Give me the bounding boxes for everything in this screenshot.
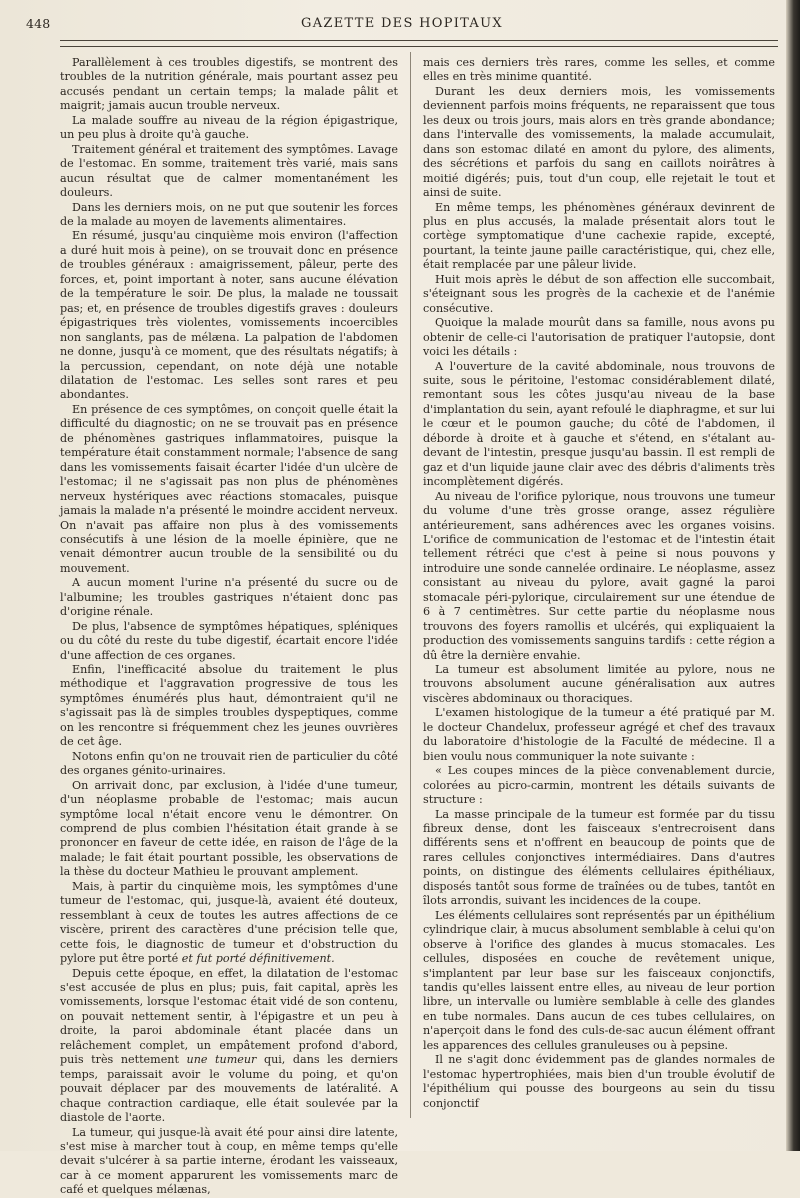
paragraph: Huit mois après le début de son affection elle succombait, s'éteignant sous les progrès de la cachexie et de l'anémie consécutive. (423, 272, 775, 315)
paragraph (60, 880, 398, 967)
paragraph: En même temps, les phénomènes généraux devinrent de plus en plus accusés, la malade présentait alors tout le cortège symptomatique d'une cachexie rapide, excepté, pourtant, la teinte jaune paille caractéristique, qui, chez elle, était remplacée par une pâleur livide. (423, 200, 775, 272)
paragraph: On arrivait donc, par exclusion, à l'idée d'une tumeur, d'un néoplasme probable de l'estomac; mais aucun symptôme local n'était encore venu le démontrer. On comprend de plus combien l'hésitation était grande à se prononcer en faveur de cette idée, en raison de l'âge de la malade; le fait était pourtant possible, les observations de la thèse du docteur Mathieu le prouvant amplement. (60, 778, 398, 879)
paragraph (60, 967, 398, 1126)
left-column (60, 56, 398, 1198)
paragraph: Dans les derniers mois, on ne put que soutenir les forces de la malade au moyen de lavements alimentaires. (60, 200, 398, 228)
paragraph: L'examen histologique de la tumeur a été pratiqué par M. le docteur Chandelux, professeur agrégé et chef des travaux du laboratoire d'histologie de la Faculté de médecine. Il a bien voulu nous communiquer la note suivante : (423, 706, 775, 763)
paragraph: En présence de ces symptômes, on conçoit quelle était la difficulté du diagnostic; on ne se trouvait pas en présence de phénomènes gastriques inflammatoires, puisque la température était constamment normale; l'absence de sang dans les vomissements faisait écarter l'idée d'un ulcère de l'estomac; il ne s'agissait pas non plus de phénomènes nerveux hystériques avec réactions stomacales, puisque jamais la malade n'a présenté le moindre accident nerveux. On n'avait pas affaire non plus à des vomissements consécutifs à une lésion de la moelle épinière, que ne venait démontrer aucun trouble de la sensibilité ou du mouvement. (60, 402, 398, 575)
right-column (423, 56, 775, 1111)
page-header (22, 14, 782, 38)
paragraph-text: Mais, à partir du cinquième mois, les symptômes d'une tumeur de l'estomac, qui, jusque-là, avaient été douteux, ressemblant à ceux de toutes les autres affections de ce viscère, prirent des caractères d'une précision telle que, cette fois, le diagnostic de tumeur et d'obstruction du pylore put être porté (60, 879, 398, 966)
emphasis-text: une tumeur (186, 1053, 257, 1067)
paragraph: mais ces derniers très rares, comme les selles, et comme elles en très minime quantité. (423, 56, 775, 84)
paragraph: Enfin, l'inefficacité absolue du traitement le plus méthodique et l'aggravation progressive de tous les symptômes énumérés plus haut, démontraient qu'il ne s'agissait pas là de simples troubles dyspeptiques, comme on les rencontre si fréquemment chez les jeunes ouvrières de cet âge. (60, 663, 398, 749)
page-number: 448 (26, 16, 51, 31)
header-rule (60, 40, 778, 47)
paragraph: Il ne s'agit donc évidemment pas de glandes normales de l'estomac hypertrophiées, mais bien d'un trouble évolutif de l'épithélium qui pousse des bourgeons au sein du tissu conjonctif (423, 1053, 775, 1110)
paragraph: « Les coupes minces de la pièce convenablement durcie, colorées au picro-carmin, montrent les détails suivants de structure : (423, 764, 775, 807)
paragraph: Au niveau de l'orifice pylorique, nous trouvons une tumeur du volume d'une très grosse orange, assez régulière antérieurement, sans adhérences avec les organes voisins. L'orifice de communication de l'estomac et de l'intestin était tellement rétréci que c'est à peine si nous pouvons y introduire une sonde cannelée ordinaire. Le néoplasme, assez consistant au niveau du pylore, avait gagné la paroi stomacale péri-pylorique, circulairement sur une étendue de 6 à 7 centimètres. Sur cette partie du néoplasme nous trouvons des foyers ramollis et ulcérés, qui expliquaient la production des vomissements sanguins tardifs : cette région a dû être la dernière envahie. (423, 489, 775, 662)
paragraph: En résumé, jusqu'au cinquième mois environ (l'affection a duré huit mois à peine), on se trouvait donc en présence de troubles généraux : amaigrissement, pâleur, perte des forces, et, point important à noter, sans aucune élévation de la température le soir. De plus, la malade ne toussait pas; et, en présence de troubles digestifs graves : douleurs épigastriques très violentes, vomissements incoercibles non sanglants, pas de mélæna. La palpation de l'abdomen ne donne, jusqu'à ce moment, que des résultats négatifs; à la percussion, cependant, on note déjà une notable dilatation de l'estomac. Les selles sont rares et peu abondantes. (60, 229, 398, 402)
paragraph: La tumeur est absolument limitée au pylore, nous ne trouvons absolument aucune généralisation aux autres viscères abdominaux ou thoraciques. (423, 663, 775, 705)
paragraph: La malade souffre au niveau de la région épigastrique, un peu plus à droite qu'à gauche. (60, 113, 398, 142)
paragraph: Quoique la malade mourût dans sa famille, nous avons pu obtenir de celle-ci l'autorisation de pratiquer l'autopsie, dont voici les détails : (423, 316, 775, 359)
paragraph-text: Depuis cette époque, en effet, la dilatation de l'estomac s'est accusée de plus en plus; puis, fait capital, après les vomissements, lorsque l'estomac était vidé de son contenu, on pouvait nettement sentir, à l'épigastre et un peu à droite, la paroi abdominale étant placée dans un relâchement complet, un empâtement profond d'abord, puis très nettement (60, 966, 398, 1067)
paragraph: Notons enfin qu'on ne trouvait rien de particulier du côté des organes génito-urinaires. (60, 749, 398, 778)
column-divider (410, 52, 411, 1118)
page-binding-edge (786, 0, 800, 1151)
journal-title: GAZETTE DES HOPITAUX (301, 16, 503, 31)
paragraph: Parallèlement à ces troubles digestifs, se montrent des troubles de la nutrition générale, mais pourtant assez peu accusés pendant un certain temps; la malade pâlit et maigrit; jamais aucun trouble nerveux. (60, 56, 398, 113)
paragraph: Traitement général et traitement des symptômes. Lavage de l'estomac. En somme, traitement très varié, mais sans aucun résultat que de calmer momentanément les douleurs. (60, 142, 398, 200)
paragraph: Durant les deux derniers mois, les vomissements deviennent parfois moins fréquents, ne reparaissent que tous les deux ou trois jours, mais alors en très grande abondance; dans l'intervalle des vomissements, la malade accumulait, dans son estomac dilaté en amont du pylore, des aliments, des sécrétions et parfois du sang en caillots noirâtres à moitié digérés; puis, tout d'un coup, elle rejetait le tout et ainsi de suite. (423, 84, 775, 200)
paragraph: Les éléments cellulaires sont représentés par un épithélium cylindrique clair, à mucus absolument semblable à celui qu'on observe à l'orifice des glandes à mucus stomacales. Les cellules, disposées en couche de revêtement unique, s'implantent par leur base sur les faisceaux conjonctifs, tandis qu'elles laissent entre elles, au niveau de leur portion libre, un intervalle ou lumière semblable à celle des glandes en tube normales. Dans aucun de ces tubes cellulaires, on n'aperçoit dans le fond des culs-de-sac aucun élément offrant les apparences des cellules granuleuses ou à pepsine. (423, 908, 775, 1052)
paragraph: A aucun moment l'urine n'a présenté du sucre ou de l'albumine; les troubles gastriques n'étaient donc pas d'origine rénale. (60, 576, 398, 619)
emphasis-text: et fut porté définitivement. (181, 952, 335, 966)
paragraph: De plus, l'absence de symptômes hépatiques, spléniques ou du côté du reste du tube digestif, écartait encore l'idée d'une affection de ces organes. (60, 619, 398, 662)
paragraph: La tumeur, qui jusque-là avait été pour ainsi dire latente, s'est mise à marcher tout à coup, en même temps qu'elle devait s'ulcérer à sa partie interne, érodant les vaisseaux, car à ce moment apparurent les vomissements marc de café et quelques mélænas, (60, 1125, 398, 1197)
paragraph-text: qui, dans les derniers temps, paraissait avoir le volume du poing, et qu'on pouvait déplacer par des mouvements de latéralité. A chaque contraction cardiaque, elle était soulevée par la diastole de l'aorte. (60, 1053, 399, 1125)
paragraph: A l'ouverture de la cavité abdominale, nous trouvons de suite, sous le péritoine, l'estomac considérablement dilaté, remontant sous les côtes jusqu'au niveau de la base d'implantation du sein, ayant refoulé le diaphragme, et sur lui le cœur et le poumon gauche; du côté de l'abdomen, il déborde à droite et à gauche et s'étend, en s'étalant au-devant de l'intestin, presque jusqu'au bassin. Il est rempli de gaz et d'un liquide jaune clair avec des débris d'aliments très incomplètement digérés. (423, 359, 775, 489)
paragraph: La masse principale de la tumeur est formée par du tissu fibreux dense, dont les faisceaux s'entrecroisent dans différents sens et n'offrent en beaucoup de points que de rares cellules conjonctives intermédiaires. Dans d'autres points, on distingue des éléments cellulaires épithéliaux, disposés tantôt sous forme de traînées ou de tubes, tantôt en îlots arrondis, suivant les incidences de la coupe. (423, 807, 775, 908)
